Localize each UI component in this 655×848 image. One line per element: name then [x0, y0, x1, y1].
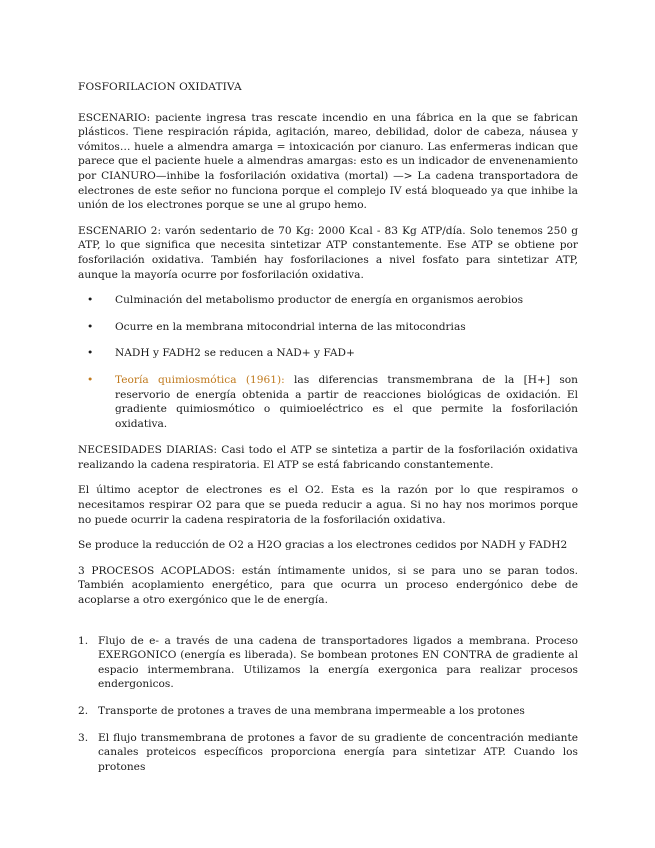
item-text: El flujo transmembrana de protones a favor de su gradiente de concentración mediante canales proteicos específicos proporciona energía para sintetizar ATP. Cuando los protones — [98, 731, 578, 773]
document-body — [78, 80, 578, 786]
numbered-item — [78, 731, 578, 775]
item-text: Flujo de e- a través de una cadena de transportadores ligados a membrana. Proceso EXERGONICO (energía es liberada). Se bombean protones EN CONTRA de gradiente al espacio intermembrana. Utilizamos la energía exergonica para realizar procesos endergonicos. — [98, 634, 578, 691]
numbered-item — [78, 704, 578, 719]
bullet-marker: • — [87, 320, 94, 333]
escenario-2-paragraph: ESCENARIO 2: varón sedentario de 70 Kg: 2000 Kcal - 83 Kg ATP/día. Solo tenemos 250 g ATP, lo que significa que necesita sintetizar ATP constantemente. Ese ATP se obtiene por fosforilación oxidativa. También hay fosforilaciones a nivel fosfato para sintetizar ATP, aunque la mayoría ocurre por fosforilación oxidativa. — [78, 224, 578, 281]
bullet-marker: • — [87, 347, 94, 360]
bullet-text: Ocurre en la membrana mitocondrial interna de las mitocondrias — [115, 320, 466, 333]
bullet-item — [78, 346, 578, 361]
bullet-text: las diferencias transmembrana de la [H+] son reservorio de energía obtenida a partir de reacciones biológicas de oxidación. El gradiente quimiosmótico o quimioeléctrico es el que permite la fosforilación oxidativa. — [115, 373, 579, 430]
bullet-item — [78, 320, 578, 335]
numbered-list — [78, 634, 578, 775]
bullet-item — [78, 293, 578, 308]
item-text: Transporte de protones a traves de una membrana impermeable a los protones — [98, 705, 525, 717]
reduccion-paragraph: Se produce la reducción de O2 a H2O gracias a los electrones cedidos por NADH y FADH2 — [78, 539, 568, 552]
item-number: 2. — [78, 705, 89, 717]
procesos-paragraph: 3 PROCESOS ACOPLADOS: están íntimamente unidos, si se para uno se paran todos. También acoplamiento energético, para que ocurra un proceso endergónico debe de acoplarse a otro exergónico que le de energía. — [78, 564, 578, 607]
bullet-list — [78, 293, 578, 431]
item-number: 1. — [78, 634, 89, 647]
document-title: FOSFORILACION OXIDATIVA — [78, 81, 242, 93]
ultimo-aceptor-paragraph: El último aceptor de electrones es el O2. Esta es la razón por lo que respiramos o necesitamos respirar O2 para que se pueda reducir a agua. Si no hay nos morimos porque no puede ocurrir la cadena respiratoria de la fosforilación oxidativa. — [78, 484, 578, 526]
bullet-item — [78, 373, 578, 431]
escenario-1-paragraph: ESCENARIO: paciente ingresa tras rescate incendio en una fábrica en la que se fabrican plásticos. Tiene respiración rápida, agitación, mareo, debilidad, dolor de cabeza, náusea y vómitos… huele a almendra amarga = intoxicación por cianuro. Las enfermeras indican que parece que el paciente huele a almendras amargas: esto es un indicador de envenenamiento por CIANURO—inhibe la fosforilación oxidativa (mortal) —> La cadena transportadora de electrones de este señor no funciona porque el complejo IV está bloqueado ya que inhibe la unión de los electrones porque se une al grupo hemo. — [78, 111, 578, 212]
necesidades-paragraph: NECESIDADES DIARIAS: Casi todo el ATP se sintetiza a partir de la fosforilación oxidativa realizando la cadena respiratoria. El ATP se está fabricando constantemente. — [78, 444, 578, 471]
numbered-item — [78, 634, 578, 692]
bullet-text: Culminación del metabolismo productor de energía en organismos aerobios — [115, 294, 524, 307]
bullet-marker: • — [87, 373, 94, 386]
item-number: 3. — [78, 731, 89, 744]
highlighted-term: Teoría quimiosmótica (1961): — [115, 373, 285, 386]
bullet-text: NADH y FADH2 se reducen a NAD+ y FAD+ — [115, 347, 355, 360]
bullet-marker: • — [87, 294, 94, 307]
